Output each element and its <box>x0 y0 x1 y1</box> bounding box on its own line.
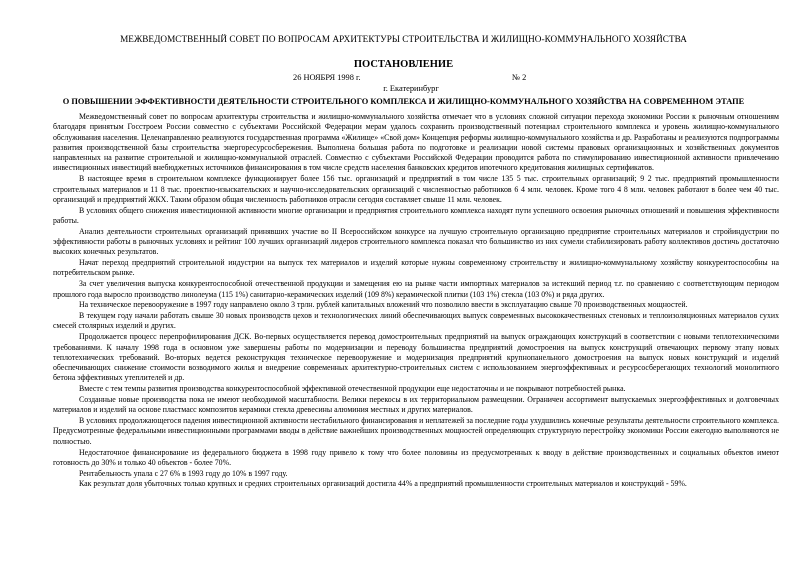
document-title: ПОСТАНОВЛЕНИЕ <box>353 59 454 70</box>
document-subject: О ПОВЫШЕНИИ ЭФФЕКТИВНОСТИ ДЕЯТЕЛЬНОСТИ СТРОИТЕЛЬНОГО КОМПЛЕКСА И ЖИЛИЩНО-КОММУНАЛЬНОГО ХОЗЯЙСТВА НА СОВРЕМЕННОМ ЭТАПЕ <box>62 97 745 106</box>
paragraph: В условиях продолжающегося падения инвестиционной активности нестабильного финансирования и неплатежей за последние годы ухудшились конечные результаты деятельности строительного комплекса. Предусмотренные федеральными инвестиционными программами вводы в действие важнейших производственных мощностей определяющих структурную перестройку экономики России ежегодно выполняются не полностью. <box>53 416 779 446</box>
council-name: МЕЖВЕДОМСТВЕННЫЙ СОВЕТ ПО ВОПРОСАМ АРХИТЕКТУРЫ СТРОИТЕЛЬСТВА И ЖИЛИЩНО-КОММУНАЛЬНОГО ХОЗЯЙСТВА <box>120 34 687 44</box>
document-city: г. Екатеринбург <box>383 84 439 93</box>
document-number: № 2 <box>512 73 527 82</box>
paragraph: Продолжается процесс перепрофилирования ДСК. Во-первых осуществляется перевод домостроительных предприятий на выпуск ограждающих конструкций в соответствии с новыми теплотехническими требованиями. К началу 1998 года в основном уже завершены работы по модернизации и переводу большинства предприятий домостроения на выпуск конструкций отвечающих первому этапу новых теплотехнических требований. Во-вторых ведется реконструкция техническое перевооружение и модернизация предприятий крупнопанельного домостроения на выпуск новых конструкций и изделий обеспечивающих снижение стоимости возводимого жилья и внедрение современных архитектурно-строительных систем с использованием энергоэффективных и ресурсосберегающих технологий монолитного бетона эффективных утеплителей и др. <box>53 332 779 383</box>
paragraph: На техническое перевооружение в 1997 году направлено около 3 трлн. рублей капитальных вложений что позволило ввести в эксплуатацию свыше 70 производственных мощностей. <box>79 300 688 310</box>
paragraph: Анализ деятельности строительных организаций принявших участие во II Всероссийском конкурсе на лучшую строительную организацию предприятие строительных материалов и стройиндустрии по эффективности работы в рыночных условиях и рейтинг 100 лучших организаций лидеров строительного комплекса показал что большинство из них сумели стабилизировать работу коллективов достичь достаточно высоких конечных результатов. <box>53 226 779 257</box>
paragraph: Рентабельность упала с 27 6% в 1993 году до 10% в 1997 году. <box>79 468 288 478</box>
paragraph: Вместе с тем темпы развития производства конкурентоспособной эффективной отечественной продукции еще недостаточны и не покрывают потребностей рынка. <box>79 384 626 394</box>
paragraph: Недостаточное финансирование из федерального бюджета в 1998 году привело к тому что более половины из предусмотренных к вводу в действие производственных и социальных объектов имеют готовность до 30% и только 40 объектов - более 70%. <box>53 447 779 467</box>
paragraph: Созданные новые производства пока не имеют необходимой масштабности. Велики перекосы в их территориальном размещении. Ограничен ассортимент выпускаемых энергоэффективных и долговечных материалов и изделий на основе пластмасс композитов керамики стекла древесины алюминия местных и других материалов. <box>53 395 779 415</box>
paragraph: За счет увеличения выпуска конкурентоспособной отечественной продукции и замещения ею на рынке части импортных материалов за истекший период т.г. по сравнению с соответствующим периодом прошлого года выросло производство линолеума (115 1%) санитарно-керамических изделий (109 8%) керамической плитки (103 1%) стекла (103 0%) и ряда других. <box>53 279 779 299</box>
document-body <box>53 112 779 490</box>
paragraph: Межведомственный совет по вопросам архитектуры строительства и жилищно-коммунального хозяйства отмечает что в условиях сложной ситуации перехода экономики России к рыночным отношениям благодаря принятым Госстроем России совместно с субъектами Российской Федерации мерам удалось сохранить производственный потенциал строительного комплекса и уровень жилищно-коммунального обслуживания населения. Целенаправленно реализуются государственная программа «Жилище» «Свой дом» Концепция реформы жилищно-коммунального хозяйства и др. Разработаны и реализуются подпрограммы развития производственной базы строительства энергоресурсосбережения. Выполнена большая работа по подготовке и реализации новой системы правовых организационных и хозяйственных документов направленных на развитие строительной и жилищно-коммунальной отраслей. Совместно с субъектами Российской Федерации проводится работа по стимулированию инвестиционной активности привлечению инвестиционных инвестиций внебюджетных источников финансирования в том числе средств населения банковских кредитов ипотечного кредитования жилищных сертификатов. <box>53 112 779 173</box>
paragraph: В условиях общего снижения инвестиционной активности многие организации и предприятия строительного комплекса находят пути успешного освоения рыночных отношений и повышения эффективности работы. <box>53 205 779 225</box>
paragraph: В текущем году начали работать свыше 30 новых производств цехов и технологических линий обеспечивающих выпуск современных высококачественных стеновых и теплоизоляционных материалов сухих смесей столярных изделий и других. <box>53 311 779 331</box>
paragraph: В настоящее время в строительном комплексе функционирует более 156 тыс. организаций и предприятий в том числе 135 5 тыс. строительных организаций; 9 2 тыс. предприятий промышленности строительных материалов и 11 8 тыс. проектно-изыскательских и научно-исследовательских организаций с численностью работников 6 4 млн. человек. Кроме того 4 8 млн. человек работают в более чем 40 тыс. организаций и предприятий ЖКХ. Таким образом общая численность работников отрасли сегодня составляет свыше 11 млн. человек. <box>53 174 779 204</box>
paragraph: Начат переход предприятий строительной индустрии на выпуск тех материалов и изделий которые нужны современному строительству и жилищно-коммунальному хозяйству конкурентоспособны на потребительском рынке. <box>53 258 779 278</box>
document-date: 26 НОЯБРЯ 1998 г. <box>293 73 361 82</box>
paragraph: Как результат доля убыточных только крупных и средних строительных организаций достигла 44% а предприятий промышленности строительных материалов и конструкций - 59%. <box>79 479 687 489</box>
